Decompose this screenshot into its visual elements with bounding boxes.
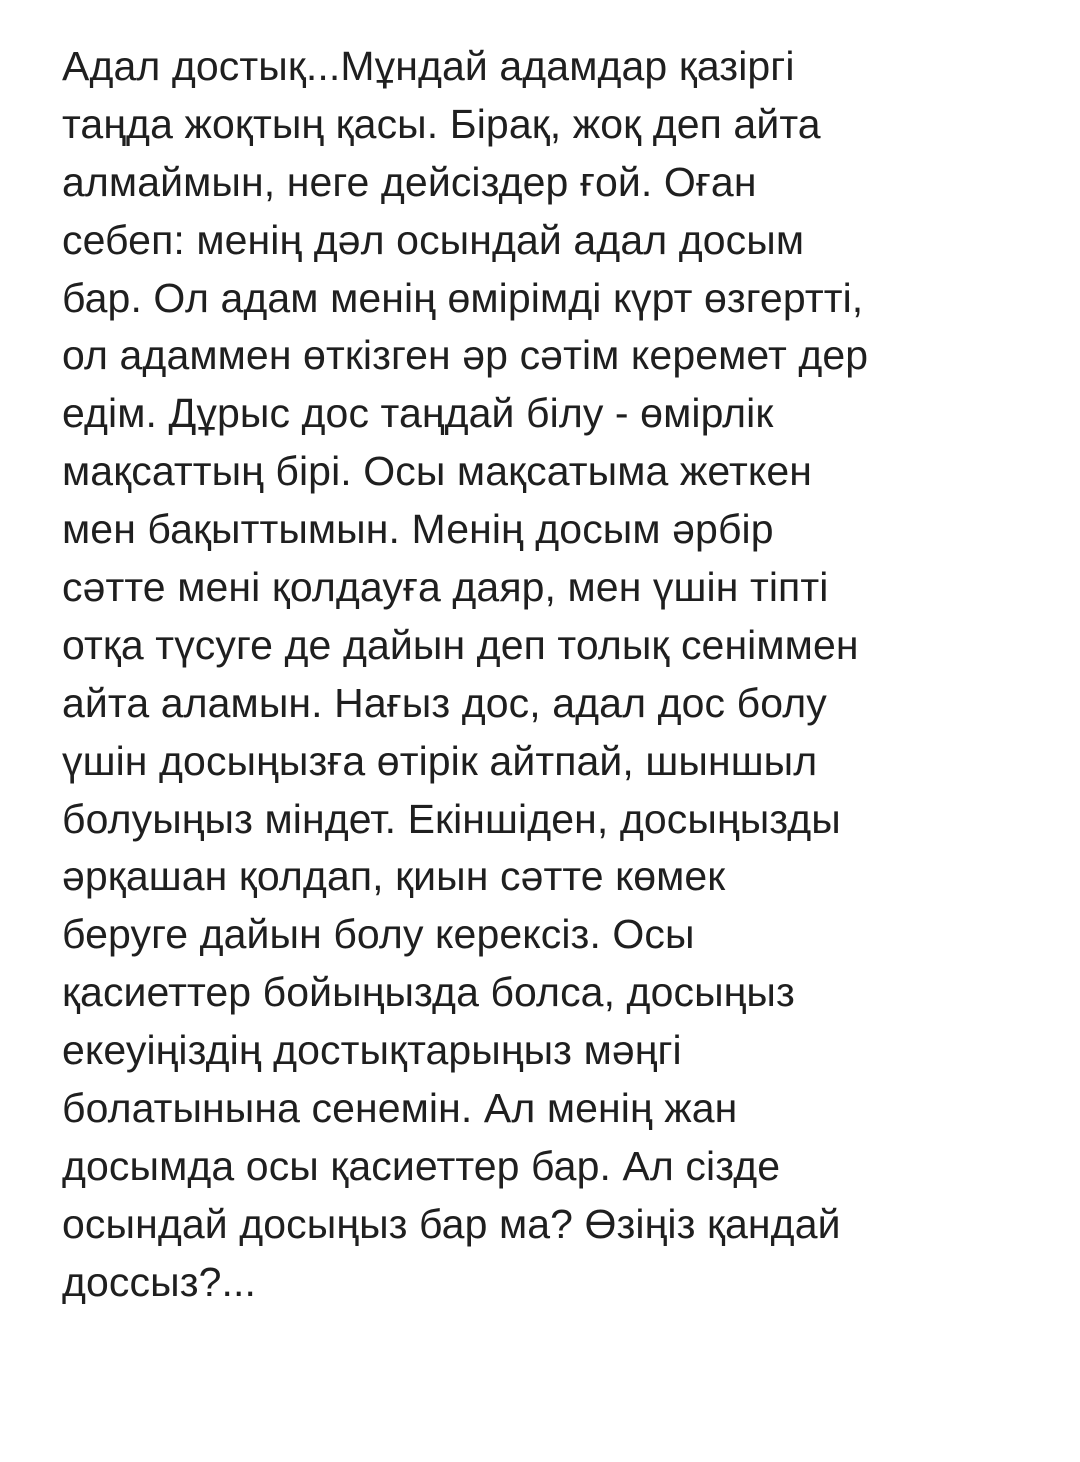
text-line-18: екеуіңіздің достықтарыңыз мәңгі <box>62 1027 682 1074</box>
text-line-14: болуыңыз міндет. Екіншіден, досыңызды <box>62 795 841 842</box>
text-line-20: досымда осы қасиеттер бар. Ал сізде <box>62 1142 781 1189</box>
text-line-5: бар. Ол адам менің өмірімді күрт өзгертті, <box>62 274 864 321</box>
text-line-12: айта аламын. Нағыз дос, адал дос болу <box>62 679 827 726</box>
text-line-11: отқа түсуге де дайын деп толық сеніммен <box>62 621 859 668</box>
text-line-8: мақсаттың бірі. Осы мақсатыма жеткен <box>62 448 812 495</box>
text-line-21: осындай досыңыз бар ма? Өзіңіз қандай <box>62 1200 841 1247</box>
text-line-3: алмаймын, неге дейсіздер ғой. Оған <box>62 158 757 205</box>
note-text-body <box>62 38 1052 1312</box>
text-line-10: сәтте мені қолдауға даяр, мен үшін тіпті <box>62 564 829 611</box>
text-line-1: Адал достық...Мұндай адамдар қазіргі <box>62 43 795 89</box>
text-line-13: үшін досыңызға өтірік айтпай, шыншыл <box>62 737 818 784</box>
text-line-16: беруге дайын болу керексіз. Осы <box>62 911 695 958</box>
text-line-22: доссыз?... <box>62 1258 256 1305</box>
text-line-17: қасиеттер бойыңызда болса, досыңыз <box>62 969 795 1016</box>
text-line-15: әрқашан қолдап, қиын сәтте көмек <box>62 853 726 900</box>
text-line-9: мен бақыттымын. Менің досым әрбір <box>62 506 774 553</box>
text-line-4: себеп: менің дәл осындай адал досым <box>62 216 805 263</box>
text-line-19: болатынына сенемін. Ал менің жан <box>62 1085 738 1132</box>
text-line-2: таңда жоқтың қасы. Бірақ, жоқ деп айта <box>62 100 821 147</box>
text-line-7: едім. Дұрыс дос таңдай білу - өмірлік <box>62 390 774 437</box>
text-line-6: ол адаммен өткізген әр сәтім керемет дер <box>62 332 869 379</box>
